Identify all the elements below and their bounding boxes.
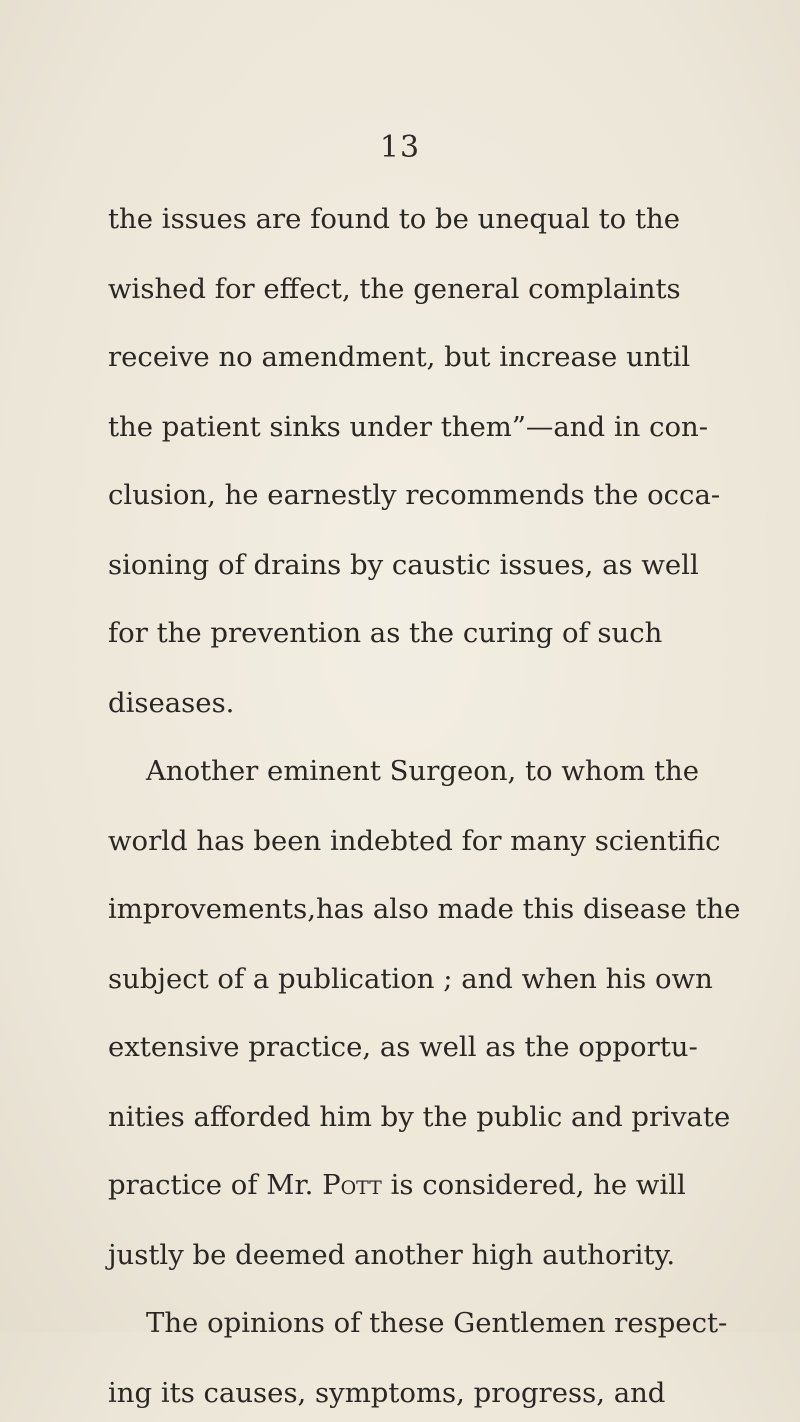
text-line: subject of a publication ; and when his own bbox=[108, 963, 713, 995]
text-line: for the prevention as the curing of such bbox=[108, 617, 663, 649]
text-line: improvements,has also made this disease the bbox=[108, 893, 741, 925]
page-number: 13 bbox=[379, 130, 421, 165]
text-line: clusion, he earnestly recommends the occa- bbox=[108, 479, 721, 511]
text-line: wished for effect, the general complaints bbox=[108, 273, 681, 305]
text-line: receive no amendment, but increase until bbox=[108, 341, 691, 373]
text-line: world has been indebted for many scientific bbox=[108, 825, 721, 857]
body-text bbox=[0, 190, 800, 1409]
text-line: the issues are found to be unequal to the bbox=[108, 203, 680, 235]
text-line: nities afforded him by the public and private bbox=[108, 1101, 731, 1133]
text-line: ing its causes, symptoms, progress, and bbox=[108, 1377, 666, 1409]
text-line: diseases. bbox=[108, 687, 235, 719]
paragraph-start-line: The opinions of these Gentlemen respect- bbox=[146, 1307, 728, 1339]
text-line-with-name bbox=[108, 1156, 686, 1214]
paragraph-start-line: Another eminent Surgeon, to whom the bbox=[146, 755, 700, 787]
text-before-name: practice of Mr. bbox=[108, 1169, 314, 1201]
text-line: justly be deemed another high authority. bbox=[108, 1239, 676, 1271]
text-line: the patient sinks under them”—and in con- bbox=[108, 411, 709, 443]
text-line: sioning of drains by caustic issues, as well bbox=[108, 549, 699, 581]
text-line: extensive practice, as well as the opportu- bbox=[108, 1031, 698, 1063]
text-after-name: is considered, he will bbox=[390, 1169, 686, 1201]
surgeon-name: Pott bbox=[322, 1169, 382, 1201]
